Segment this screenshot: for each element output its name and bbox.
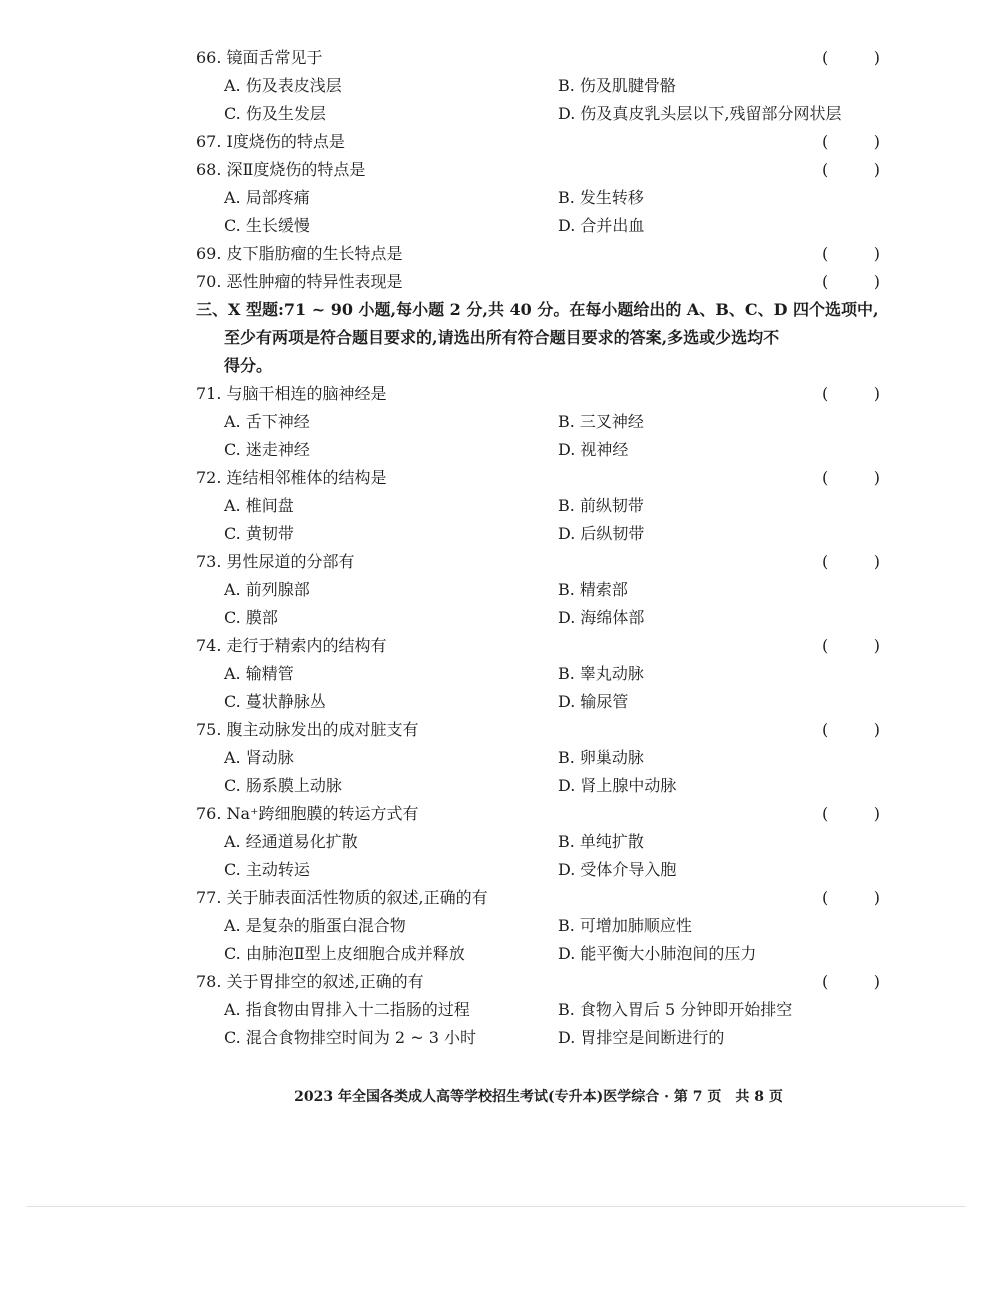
option-row xyxy=(0,660,981,688)
option-c: C. 主动转运 xyxy=(224,860,310,879)
option-row xyxy=(0,520,981,548)
option-d: D. 视神经 xyxy=(558,440,629,459)
option-c: C. 由肺泡Ⅱ型上皮细胞合成并释放 xyxy=(224,944,465,963)
option-row xyxy=(0,184,981,212)
option-a: A. 输精管 xyxy=(224,664,294,683)
option-d: D. 胃排空是间断进行的 xyxy=(558,1028,725,1047)
option-a: A. 是复杂的脂蛋白混合物 xyxy=(224,916,406,935)
option-row xyxy=(0,688,981,716)
option-row xyxy=(0,436,981,464)
section-3-line-3: 得分。 xyxy=(224,356,273,375)
option-row xyxy=(0,408,981,436)
question-78: 78. 关于胃排空的叙述,正确的有 ( ) xyxy=(0,968,981,996)
question-72: 72. 连结相邻椎体的结构是 ( ) xyxy=(0,464,981,492)
question-stem: 73. 男性尿道的分部有 xyxy=(196,552,355,571)
option-a: A. 椎间盘 xyxy=(224,496,294,515)
section-3-line-2: 至少有两项是符合题目要求的,请选出所有符合题目要求的答案,多选或少选均不 xyxy=(224,328,780,347)
option-row xyxy=(0,1024,981,1052)
option-b: B. 可增加肺顺应性 xyxy=(558,916,692,935)
option-row xyxy=(0,492,981,520)
section-3-instructions xyxy=(196,296,886,380)
option-row xyxy=(0,212,981,240)
option-row xyxy=(0,604,981,632)
question-73: 73. 男性尿道的分部有 ( ) xyxy=(0,548,981,576)
question-stem: 76. Na⁺跨细胞膜的转运方式有 xyxy=(196,804,419,823)
question-stem: 72. 连结相邻椎体的结构是 xyxy=(196,468,387,487)
option-d: D. 输尿管 xyxy=(558,692,629,711)
option-a: A. 指食物由胃排入十二指肠的过程 xyxy=(224,1000,470,1019)
question-68: 68. 深Ⅱ度烧伤的特点是 ( ) xyxy=(0,156,981,184)
option-c: C. 混合食物排空时间为 2 ~ 3 小时 xyxy=(224,1028,476,1047)
option-a: A. 前列腺部 xyxy=(224,580,310,599)
option-row xyxy=(0,576,981,604)
option-row xyxy=(0,744,981,772)
option-b: B. 发生转移 xyxy=(558,188,644,207)
option-c: C. 肠系膜上动脉 xyxy=(224,776,342,795)
option-b: B. 卵巢动脉 xyxy=(558,748,644,767)
question-69: 69. 皮下脂肪瘤的生长特点是 ( ) xyxy=(0,240,981,268)
option-d: D. 合并出血 xyxy=(558,216,645,235)
option-c: C. 黄韧带 xyxy=(224,524,294,543)
question-67: 67. Ⅰ度烧伤的特点是 ( ) xyxy=(0,128,981,156)
question-stem: 69. 皮下脂肪瘤的生长特点是 xyxy=(196,244,403,263)
option-row xyxy=(0,100,981,128)
question-stem: 66. 镜面舌常见于 xyxy=(196,48,323,67)
option-c: C. 膜部 xyxy=(224,608,278,627)
option-row xyxy=(0,940,981,968)
option-a: A. 经通道易化扩散 xyxy=(224,832,358,851)
question-66: 66. 镜面舌常见于 ( ) xyxy=(0,44,981,72)
option-c: C. 迷走神经 xyxy=(224,440,310,459)
question-75: 75. 腹主动脉发出的成对脏支有 ( ) xyxy=(0,716,981,744)
option-c: C. 生长缓慢 xyxy=(224,216,310,235)
option-b: B. 精索部 xyxy=(558,580,628,599)
option-d: D. 肾上腺中动脉 xyxy=(558,776,677,795)
option-d: D. 伤及真皮乳头层以下,残留部分网状层 xyxy=(558,104,842,123)
option-row xyxy=(0,996,981,1024)
option-d: D. 后纵韧带 xyxy=(558,524,645,543)
question-stem: 68. 深Ⅱ度烧伤的特点是 xyxy=(196,160,366,179)
option-b: B. 睾丸动脉 xyxy=(558,664,644,683)
section-3-line-1: 三、X 型题:71 ~ 90 小题,每小题 2 分,共 40 分。在每小题给出的 A、B、C、D 四个选项中, xyxy=(196,300,879,319)
question-76: 76. Na⁺跨细胞膜的转运方式有 ( ) xyxy=(0,800,981,828)
question-stem: 78. 关于胃排空的叙述,正确的有 xyxy=(196,972,424,991)
option-c: C. 伤及生发层 xyxy=(224,104,326,123)
option-a: A. 局部疼痛 xyxy=(224,188,310,207)
bottom-divider xyxy=(26,1206,966,1207)
option-a: A. 舌下神经 xyxy=(224,412,310,431)
page-footer: 2023 年全国各类成人高等学校招生考试(专升本)医学综合 · 第 7 页 共 8 页 xyxy=(294,1089,783,1105)
question-70: 70. 恶性肿瘤的特异性表现是 ( ) xyxy=(0,268,981,296)
question-stem: 71. 与脑干相连的脑神经是 xyxy=(196,384,387,403)
question-stem: 74. 走行于精索内的结构有 xyxy=(196,636,387,655)
option-row xyxy=(0,72,981,100)
question-stem: 75. 腹主动脉发出的成对脏支有 xyxy=(196,720,419,739)
question-stem: 70. 恶性肿瘤的特异性表现是 xyxy=(196,272,403,291)
option-d: D. 能平衡大小肺泡间的压力 xyxy=(558,944,757,963)
option-row xyxy=(0,828,981,856)
option-b: B. 单纯扩散 xyxy=(558,832,644,851)
option-c: C. 蔓状静脉丛 xyxy=(224,692,326,711)
option-a: A. 伤及表皮浅层 xyxy=(224,76,342,95)
option-b: B. 前纵韧带 xyxy=(558,496,644,515)
question-71: 71. 与脑干相连的脑神经是 ( ) xyxy=(0,380,981,408)
option-a: A. 肾动脉 xyxy=(224,748,294,767)
option-b: B. 三叉神经 xyxy=(558,412,644,431)
question-stem: 77. 关于肺表面活性物质的叙述,正确的有 xyxy=(196,888,488,907)
question-77: 77. 关于肺表面活性物质的叙述,正确的有 ( ) xyxy=(0,884,981,912)
option-row xyxy=(0,856,981,884)
option-d: D. 受体介导入胞 xyxy=(558,860,677,879)
option-row xyxy=(0,912,981,940)
question-74: 74. 走行于精索内的结构有 ( ) xyxy=(0,632,981,660)
option-b: B. 食物入胃后 5 分钟即开始排空 xyxy=(558,1000,793,1019)
option-b: B. 伤及肌腱骨骼 xyxy=(558,76,676,95)
option-d: D. 海绵体部 xyxy=(558,608,645,627)
option-row xyxy=(0,772,981,800)
question-stem: 67. Ⅰ度烧伤的特点是 xyxy=(196,132,345,151)
